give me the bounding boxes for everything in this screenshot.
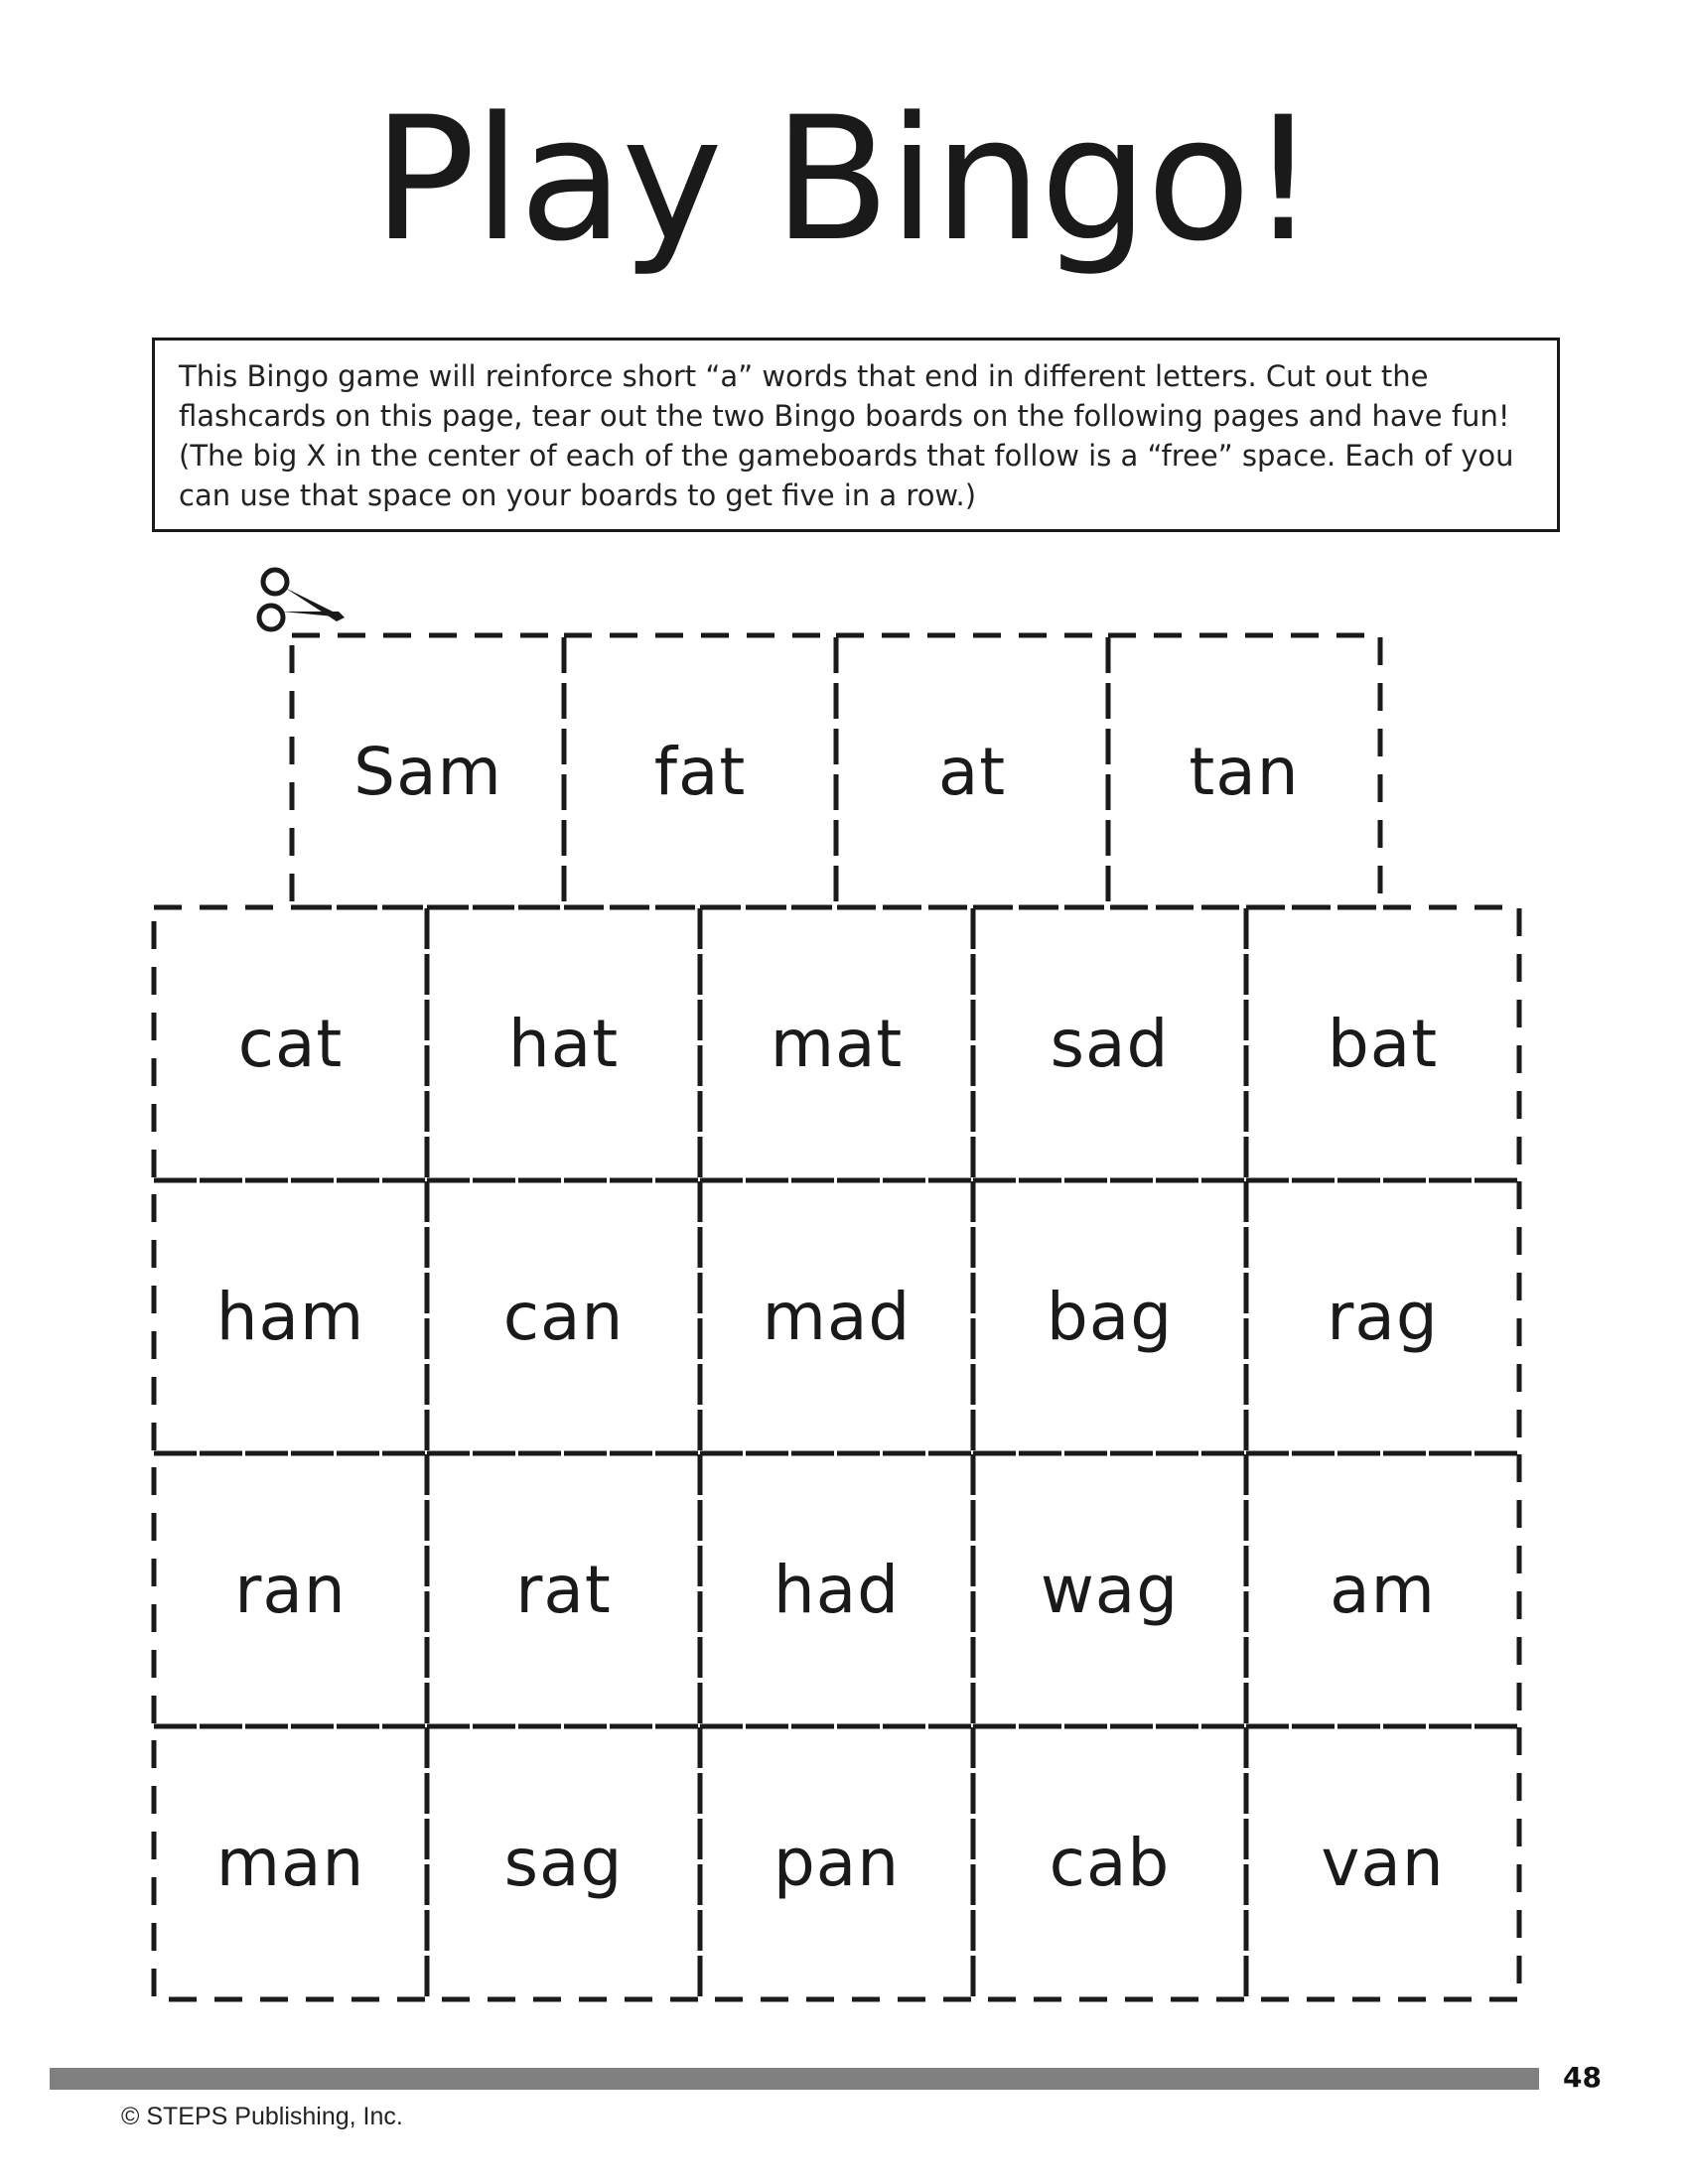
flashcard[interactable] [700,1726,973,1999]
flashcard-word: bat [1327,1006,1439,1082]
flashcard[interactable] [564,635,836,907]
flashcard[interactable] [973,1453,1246,1726]
flashcard[interactable] [154,1180,427,1453]
flashcard[interactable] [1246,1453,1519,1726]
flashcard-word: am [1330,1552,1436,1628]
flashcard[interactable] [973,907,1246,1180]
flashcard[interactable] [700,907,973,1180]
instructions-box: This Bingo game will reinforce short “a” words that end in different letters. Cut out the flashcards on this page, tear out the two Bingo boards on the following pages and have fun! (The big X in the center of each of the gameboards that follow is a “free” space. Each of you can use that space on your boards to get five in a row.) [152,338,1560,532]
flashcard[interactable] [427,1453,700,1726]
flashcard-word: at [937,733,1007,810]
flashcard[interactable] [700,1453,973,1726]
flashcard-word: rag [1327,1279,1439,1355]
flashcard-word: ran [234,1552,347,1628]
flashcard-word: bag [1046,1279,1174,1355]
flashcard[interactable] [836,635,1108,907]
flashcard-word: tan [1189,733,1300,810]
flashcard-word: cab [1049,1825,1171,1901]
flashcard-word: mat [770,1006,904,1082]
flashcard-word: sad [1050,1006,1170,1082]
flashcard[interactable] [154,1726,427,1999]
flashcard[interactable] [427,1726,700,1999]
flashcard-word: Sam [353,733,502,810]
flashcard-word: hat [507,1006,620,1082]
flashcard-word: mad [762,1279,912,1355]
flashcard[interactable] [154,1453,427,1726]
flashcard[interactable] [973,1180,1246,1453]
flashcard-word: wag [1040,1552,1180,1628]
flashcard-word: can [502,1279,625,1355]
flashcard[interactable] [700,1180,973,1453]
flashcard[interactable] [1246,1726,1519,1999]
flashcard[interactable] [154,907,427,1180]
flashcard[interactable] [1246,907,1519,1180]
footer-bar [50,2068,1539,2090]
flashcard[interactable] [427,1180,700,1453]
flashcard-word: rat [515,1552,612,1628]
copyright: © STEPS Publishing, Inc. [121,2103,403,2130]
page-title: Play Bingo! [372,79,1316,279]
flashcard[interactable] [292,635,564,907]
page-number: 48 [1563,2061,1602,2094]
flashcard[interactable] [973,1726,1246,1999]
flashcard-word: man [215,1825,365,1901]
flashcard-word: fat [653,733,747,810]
flashcard-word: had [773,1552,901,1628]
flashcard-word: sag [503,1825,624,1901]
flashcard-word: van [1321,1825,1445,1901]
flashcard[interactable] [1246,1180,1519,1453]
flashcard-word: ham [215,1279,365,1355]
flashcard-word: cat [237,1006,344,1082]
flashcard-word: pan [773,1825,901,1901]
flashcard[interactable] [427,907,700,1180]
flashcard[interactable] [1108,635,1380,907]
